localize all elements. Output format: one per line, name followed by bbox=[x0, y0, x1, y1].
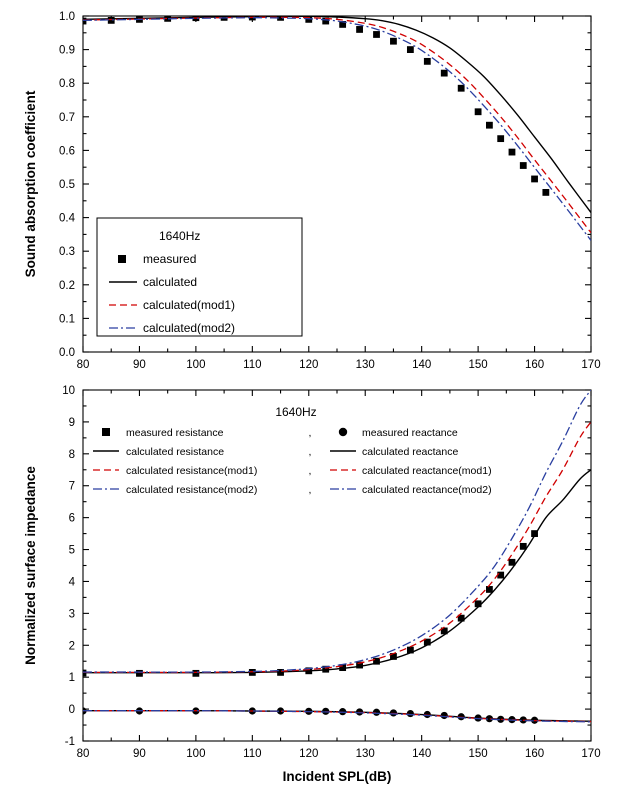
y-tick-label: 5 bbox=[68, 544, 75, 557]
legend-entry-label: calculated reactance(mod2) bbox=[362, 484, 492, 496]
bottom-legend bbox=[93, 405, 492, 496]
y-tick-label: -1 bbox=[64, 736, 75, 748]
x-tick-label: 90 bbox=[133, 359, 146, 371]
data-point-square bbox=[441, 70, 448, 77]
y-tick-label: 2 bbox=[68, 640, 75, 653]
series-line bbox=[83, 422, 591, 673]
legend-entry-label: measured reactance bbox=[362, 427, 458, 439]
y-tick-label: 0.5 bbox=[59, 179, 75, 191]
y-tick-label: 0.2 bbox=[59, 279, 75, 292]
data-point-square bbox=[356, 26, 363, 33]
y-tick-label: 0.3 bbox=[59, 246, 75, 259]
legend-entry-label: calculated resistance bbox=[126, 446, 225, 458]
data-point-square bbox=[407, 46, 414, 53]
x-tick-label: 130 bbox=[355, 359, 375, 371]
y-tick-label: 7 bbox=[68, 480, 75, 493]
x-tick-label: 130 bbox=[355, 748, 375, 760]
legend-entry-label: calculated(mod1) bbox=[143, 298, 236, 312]
legend-entry-label: measured bbox=[143, 252, 197, 266]
legend-entry-label: calculated resistance(mod2) bbox=[126, 484, 258, 496]
data-point-square bbox=[390, 38, 397, 45]
x-tick-label: 170 bbox=[581, 359, 601, 371]
legend-annotation: 1640Hz bbox=[275, 405, 317, 419]
data-point-square bbox=[486, 586, 493, 593]
legend-separator: , bbox=[308, 446, 312, 458]
x-tick-label: 150 bbox=[468, 748, 488, 760]
top-legend bbox=[97, 218, 302, 336]
surface-impedance-panel bbox=[23, 385, 601, 784]
y-tick-label: 1 bbox=[68, 672, 75, 685]
series-line bbox=[83, 16, 591, 212]
legend-entry-label: calculated resistance(mod1) bbox=[126, 465, 258, 477]
x-tick-label: 100 bbox=[186, 359, 206, 371]
y-tick-label: 0.8 bbox=[59, 78, 75, 91]
x-tick-label: 110 bbox=[243, 359, 262, 371]
y-tick-label: 0.6 bbox=[59, 145, 75, 158]
legend-separator: , bbox=[308, 484, 312, 496]
legend-entry-label: calculated bbox=[143, 275, 198, 289]
series-line bbox=[83, 17, 591, 232]
legend-marker-square bbox=[102, 428, 110, 436]
legend-entry-label: calculated(mod2) bbox=[143, 321, 236, 335]
x-tick-label: 140 bbox=[412, 748, 432, 760]
data-point-square bbox=[475, 108, 482, 115]
data-point-square bbox=[531, 176, 538, 183]
x-tick-label: 110 bbox=[243, 748, 262, 760]
x-tick-label: 150 bbox=[468, 359, 488, 371]
y-tick-label: 0.9 bbox=[59, 44, 75, 57]
y-tick-label: 9 bbox=[68, 416, 75, 429]
x-tick-label: 80 bbox=[76, 748, 90, 760]
x-axis-title: Incident SPL(dB) bbox=[282, 769, 392, 784]
y-tick-label: 4 bbox=[68, 576, 75, 589]
data-point-square bbox=[520, 162, 527, 169]
legend-marker-square bbox=[118, 255, 126, 263]
y-tick-label: 3 bbox=[68, 608, 75, 621]
x-tick-label: 90 bbox=[133, 748, 146, 760]
data-point-square bbox=[373, 31, 380, 38]
series-line bbox=[83, 18, 591, 241]
y-tick-label: 0.1 bbox=[59, 313, 75, 326]
series-line bbox=[83, 470, 591, 673]
x-tick-label: 170 bbox=[581, 748, 601, 760]
data-point-square bbox=[509, 149, 516, 156]
y-tick-label: 0.7 bbox=[59, 111, 75, 124]
data-point-square bbox=[542, 189, 549, 196]
x-tick-label: 80 bbox=[76, 359, 90, 371]
y-axis-title: Normalized surface impedance bbox=[23, 466, 38, 665]
y-axis-title: Sound absorption coefficient bbox=[23, 90, 38, 278]
x-tick-label: 160 bbox=[524, 359, 545, 371]
legend-annotation: 1640Hz bbox=[159, 229, 201, 243]
series-group bbox=[80, 14, 591, 241]
x-tick-label: 100 bbox=[186, 748, 206, 760]
x-tick-label: 160 bbox=[524, 748, 545, 760]
data-point-square bbox=[424, 58, 431, 65]
y-tick-label: 1.0 bbox=[59, 11, 75, 23]
data-point-square bbox=[458, 85, 465, 92]
legend-marker-circle bbox=[339, 428, 347, 436]
legend-separator: , bbox=[308, 465, 312, 477]
legend-entry-label: calculated reactance bbox=[362, 446, 459, 458]
y-tick-label: 0.4 bbox=[59, 212, 75, 225]
x-tick-label: 120 bbox=[299, 748, 319, 760]
series-group bbox=[79, 390, 591, 724]
x-tick-label: 120 bbox=[299, 359, 319, 371]
data-point-square bbox=[486, 122, 493, 129]
legend-entry-label: calculated reactance(mod1) bbox=[362, 465, 492, 477]
y-tick-label: 10 bbox=[62, 385, 75, 397]
y-tick-label: 0.0 bbox=[59, 347, 75, 359]
x-tick-label: 140 bbox=[412, 359, 432, 371]
data-point-square bbox=[497, 135, 504, 142]
y-tick-label: 6 bbox=[68, 512, 75, 525]
legend-entry-label: measured resistance bbox=[126, 427, 224, 439]
legend-separator: , bbox=[308, 427, 312, 439]
y-tick-label: 0 bbox=[68, 704, 75, 717]
y-tick-label: 8 bbox=[68, 448, 75, 461]
